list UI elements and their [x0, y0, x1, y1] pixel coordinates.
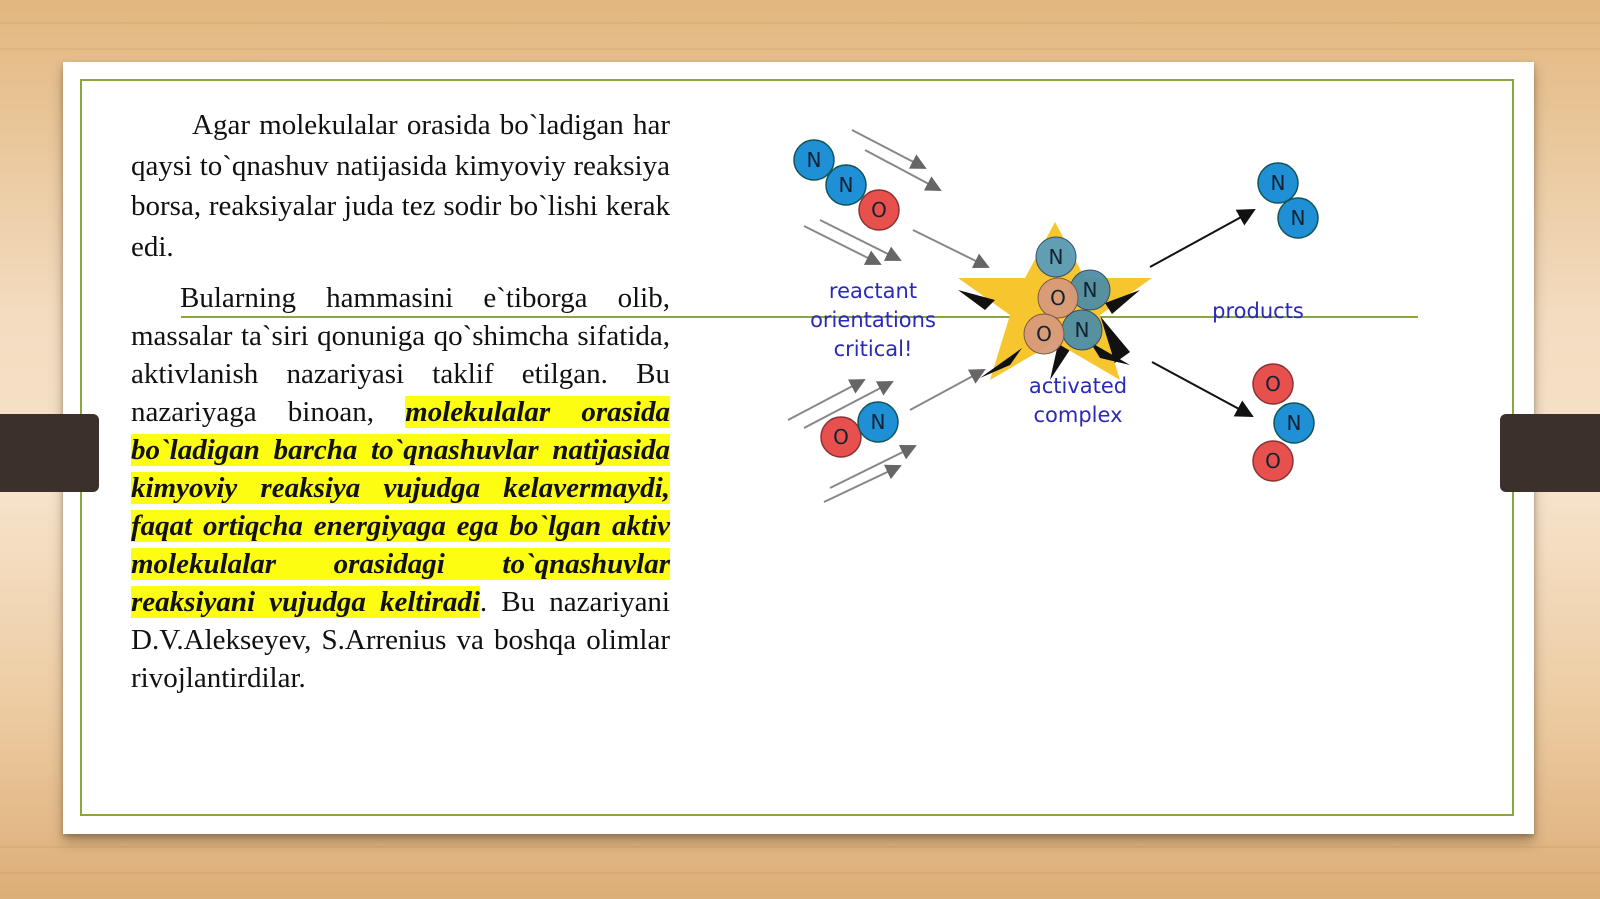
svg-text:O: O	[1265, 449, 1281, 473]
svg-text:O: O	[833, 425, 849, 449]
product-n2-molecule	[1258, 163, 1318, 238]
wood-grain	[0, 846, 1600, 848]
svg-text:O: O	[871, 198, 887, 222]
activated-complex	[958, 222, 1152, 380]
reactant-on-molecule	[821, 402, 898, 457]
wood-grain	[0, 872, 1600, 874]
products-label: products	[1212, 299, 1304, 323]
svg-text:N: N	[838, 173, 854, 197]
reactant-label-line3: critical!	[833, 337, 913, 361]
svg-text:N: N	[1082, 278, 1098, 302]
activated-label-line2: complex	[1033, 403, 1123, 427]
svg-text:N: N	[806, 148, 822, 172]
svg-text:O: O	[1265, 372, 1281, 396]
paragraph-2-outro: . Bu nazariyani D.V.Alekseyev, S.Arrenius va boshqa olimlar rivojlantirdilar.	[131, 586, 670, 694]
paragraph-2	[131, 279, 670, 697]
reactant-label-line2: orientations	[810, 308, 936, 332]
svg-text:N: N	[1270, 171, 1286, 195]
product-arrow-down	[1152, 362, 1252, 416]
svg-text:N: N	[1290, 206, 1306, 230]
activated-complex-diagram	[760, 110, 1460, 530]
svg-text:N: N	[870, 410, 886, 434]
paragraph-2-intro: Bularning hammasini e`tiborga olib, massalar ta`siri qonuniga qo`shimcha sifatida, aktivlanish nazariyasi taklif etilgan. Bu nazariyaga binoan,	[131, 282, 670, 428]
svg-text:O: O	[1050, 286, 1066, 310]
product-ono-molecule	[1253, 364, 1314, 481]
svg-text:N: N	[1048, 245, 1064, 269]
wood-grain	[0, 22, 1600, 24]
paragraph-1: Agar molekulalar orasida bo`ladigan har qaysi to`qnashuv natijasida kimyoviy reaksiya borsa, reaksiyalar juda tez sodir bo`lishi kerak edi.	[131, 109, 670, 263]
slide-text	[131, 105, 670, 697]
activated-label-line1: activated	[1028, 374, 1128, 398]
left-tab	[0, 414, 99, 492]
svg-text:N: N	[1286, 411, 1302, 435]
svg-text:N: N	[1074, 318, 1090, 342]
svg-text:O: O	[1036, 322, 1052, 346]
highlighted-text: molekulalar orasida bo`ladigan barcha to`qnashuvlar natijasida kimyoviy reaksiya vujudga kelavermaydi, faqat ortiqcha energiyaga ega bo`lgan aktiv molekulalar orasidagi to`qnashuvlar reaksiyani vujudga keltiradi	[131, 396, 670, 618]
reactant-label-line1: reactant	[828, 279, 918, 303]
right-tab	[1500, 414, 1600, 492]
reactant-nno-molecule	[794, 140, 899, 230]
product-arrow-up	[1150, 210, 1254, 267]
wood-grain	[0, 48, 1600, 50]
